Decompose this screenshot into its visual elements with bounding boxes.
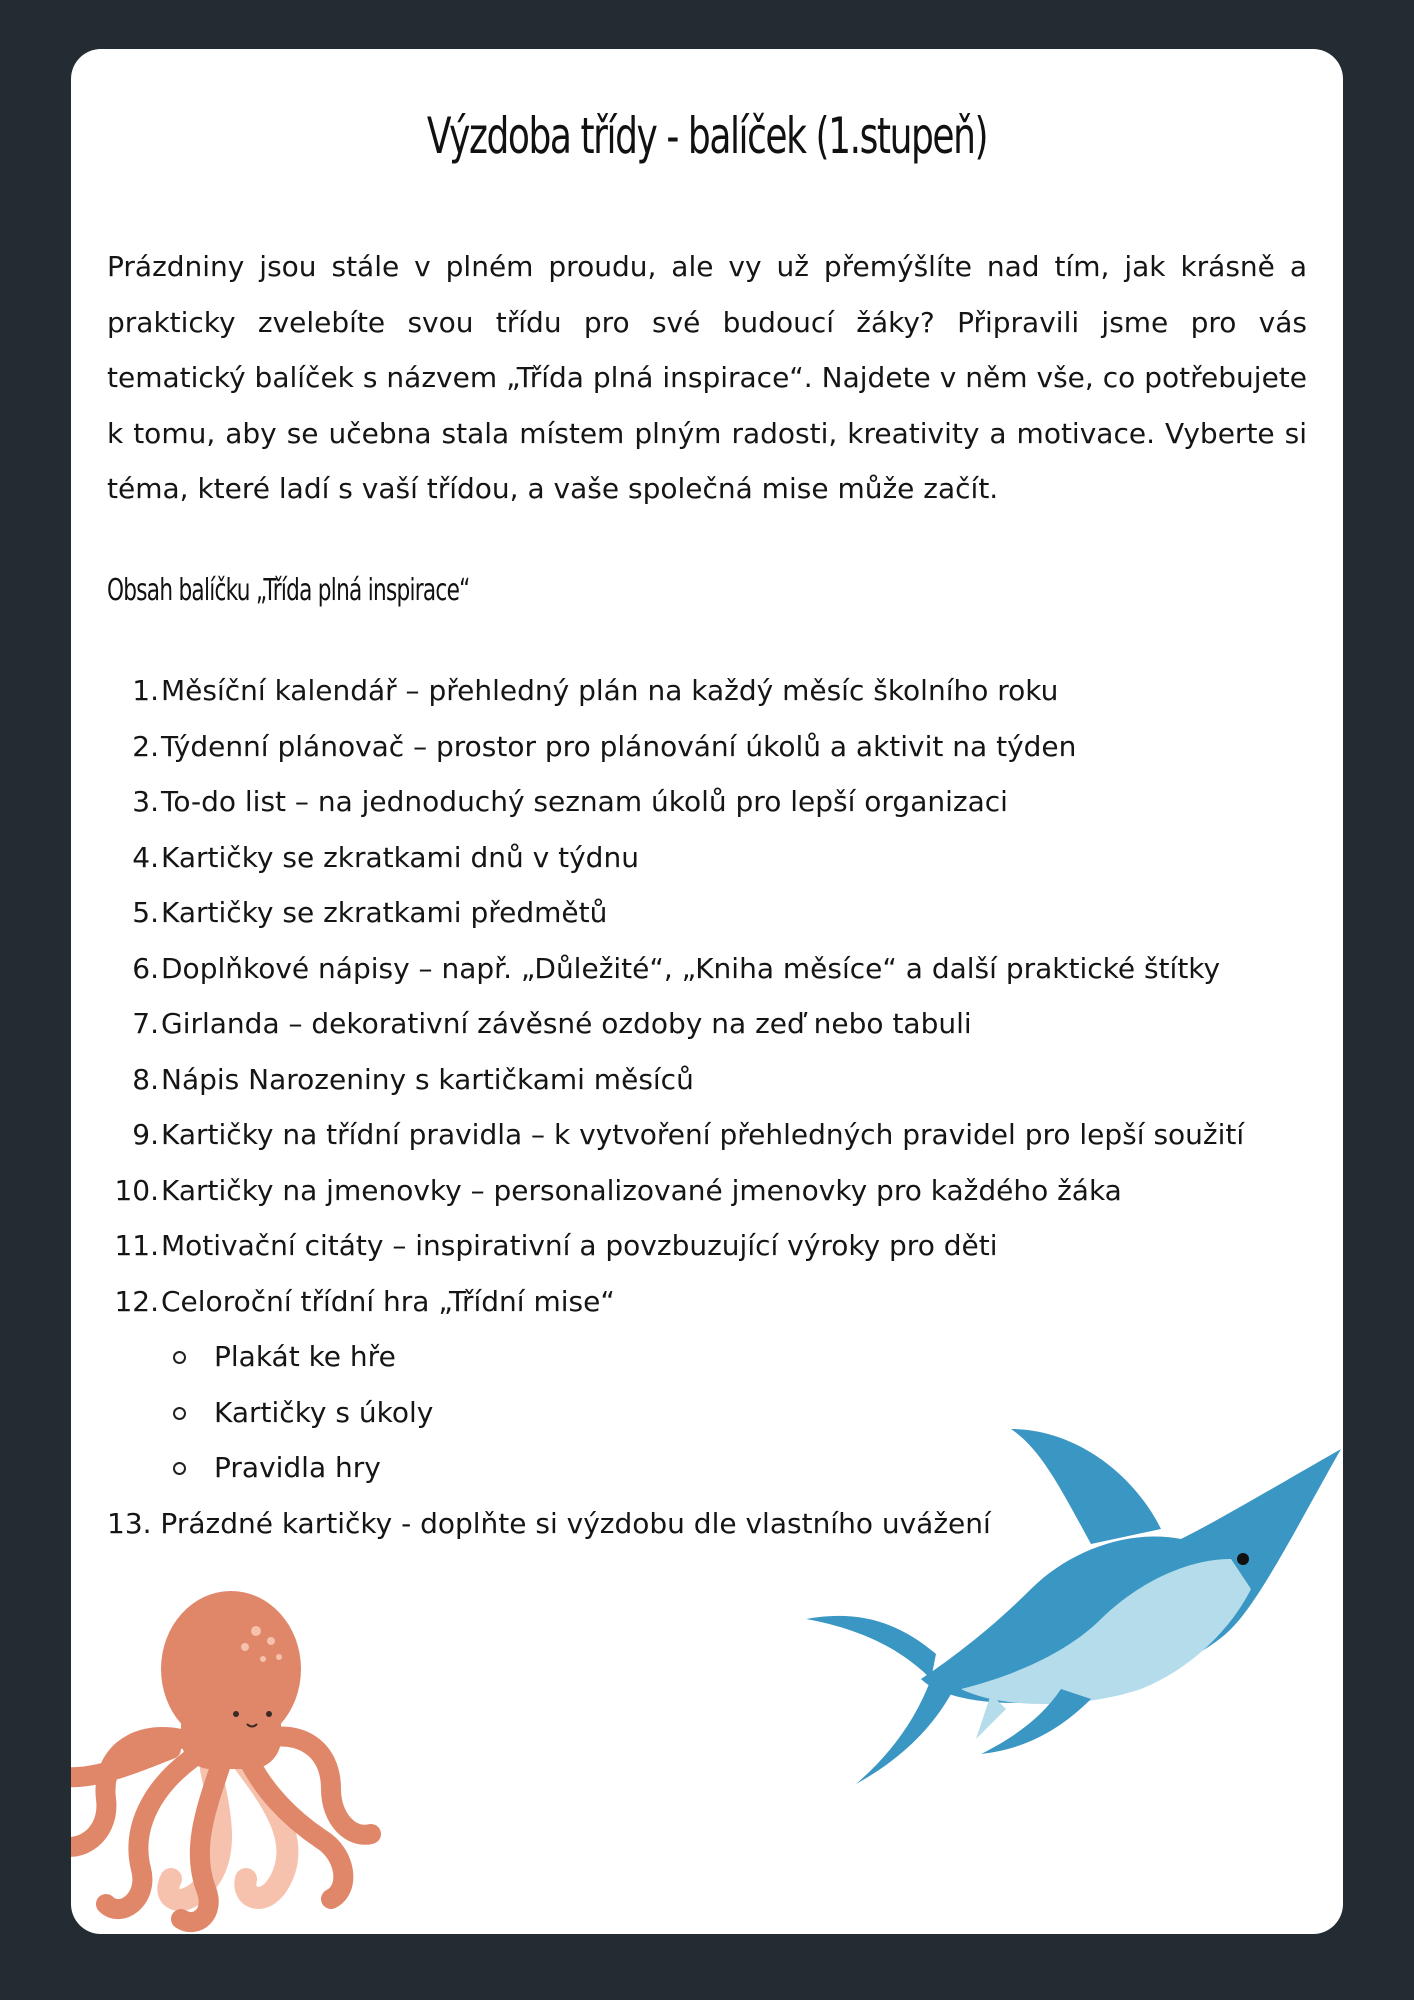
list-number: 2. (132, 729, 159, 763)
list-text: Motivační citáty – inspirativní a povzbuzující výroky pro děti (161, 1229, 998, 1262)
list-item (107, 941, 1337, 997)
list-number: 1. (132, 674, 159, 707)
list-number: 7. (132, 1007, 159, 1040)
list-item (107, 1052, 1337, 1108)
list-text: Kartičky se zkratkami dnů v týdnu (161, 840, 639, 874)
list-number: 6. (132, 951, 159, 985)
list-text: Girlanda – dekorativní závěsné ozdoby na zeď nebo tabuli (161, 1007, 972, 1040)
list-text: Kartičky na jmenovky – personalizované jmenovky pro každého žáka (161, 1173, 1122, 1207)
list-text: Celoroční třídní hra „Třídní mise“ (161, 1284, 615, 1318)
list-text: Doplňkové nápisy – např. „Důležité“, „Kniha měsíce“ a další praktické štítky (161, 951, 1221, 985)
list-number: 10. (114, 1173, 159, 1207)
list-number: 3. (132, 785, 159, 818)
list-text: Kartičky se zkratkami předmětů (161, 896, 608, 929)
list-number: 11. (114, 1229, 159, 1262)
list-text: Nápis Narozeniny s kartičkami měsíců (161, 1062, 694, 1096)
list-text: Kartičky na třídní pravidla – k vytvoření přehledných pravidel pro lepší soužití (161, 1118, 1245, 1151)
list-item (107, 1107, 1337, 1163)
octopus-illustration (71, 1559, 391, 1934)
circle-bullet-icon (173, 1351, 186, 1364)
list-number: 12. (114, 1284, 159, 1318)
contents-heading: Obsah balíčku „Třída plná inspirace“ (107, 573, 470, 608)
circle-bullet-icon (173, 1407, 186, 1420)
sub-list-item (107, 1329, 1337, 1385)
list-number: 8. (132, 1062, 159, 1096)
list-item (107, 1274, 1337, 1330)
list-item-last: 13. Prázdné kartičky - doplňte si výzdobu dle vlastního uvážení (107, 1506, 991, 1540)
list-item (107, 663, 1337, 719)
swordfish-illustration (801, 1409, 1341, 1809)
list-item (107, 996, 1337, 1052)
sub-list-text: Plakát ke hře (214, 1340, 396, 1373)
sub-list-text: Pravidla hry (214, 1451, 381, 1484)
list-text: Týdenní plánovač – prostor pro plánování úkolů a aktivit na týden (161, 729, 1077, 763)
list-text: To-do list – na jednoduchý seznam úkolů pro lepší organizaci (161, 785, 1008, 818)
document-card (71, 49, 1343, 1934)
list-number: 5. (132, 896, 159, 929)
intro-paragraph: Prázdniny jsou stále v plném proudu, ale vy už přemýšlíte nad tím, jak krásně a prakticky zvelebíte svou třídu pro své budoucí žáky? Připravili jsme pro vás tematický balíček s názvem „Třída plná inspirace“. Najdete v něm vše, co potřebujete k tomu, aby se učebna stala místem plným radosti, kreativity a motivace. Vyberte si téma, které ladí s vaší třídou, a vaše společná mise může začít. (107, 250, 1307, 505)
list-item (107, 719, 1337, 775)
list-item (107, 774, 1337, 830)
list-number: 9. (132, 1118, 159, 1151)
list-number: 4. (132, 840, 159, 874)
list-item (107, 830, 1337, 886)
list-text: Měsíční kalendář – přehledný plán na každý měsíc školního roku (161, 674, 1059, 707)
list-item (107, 1218, 1337, 1274)
sub-list-text: Kartičky s úkoly (214, 1395, 434, 1429)
circle-bullet-icon (173, 1462, 186, 1475)
page-title: Výzdoba třídy - balíček (1.stupeň) (426, 107, 988, 165)
list-item (107, 1163, 1337, 1219)
list-item (107, 885, 1337, 941)
